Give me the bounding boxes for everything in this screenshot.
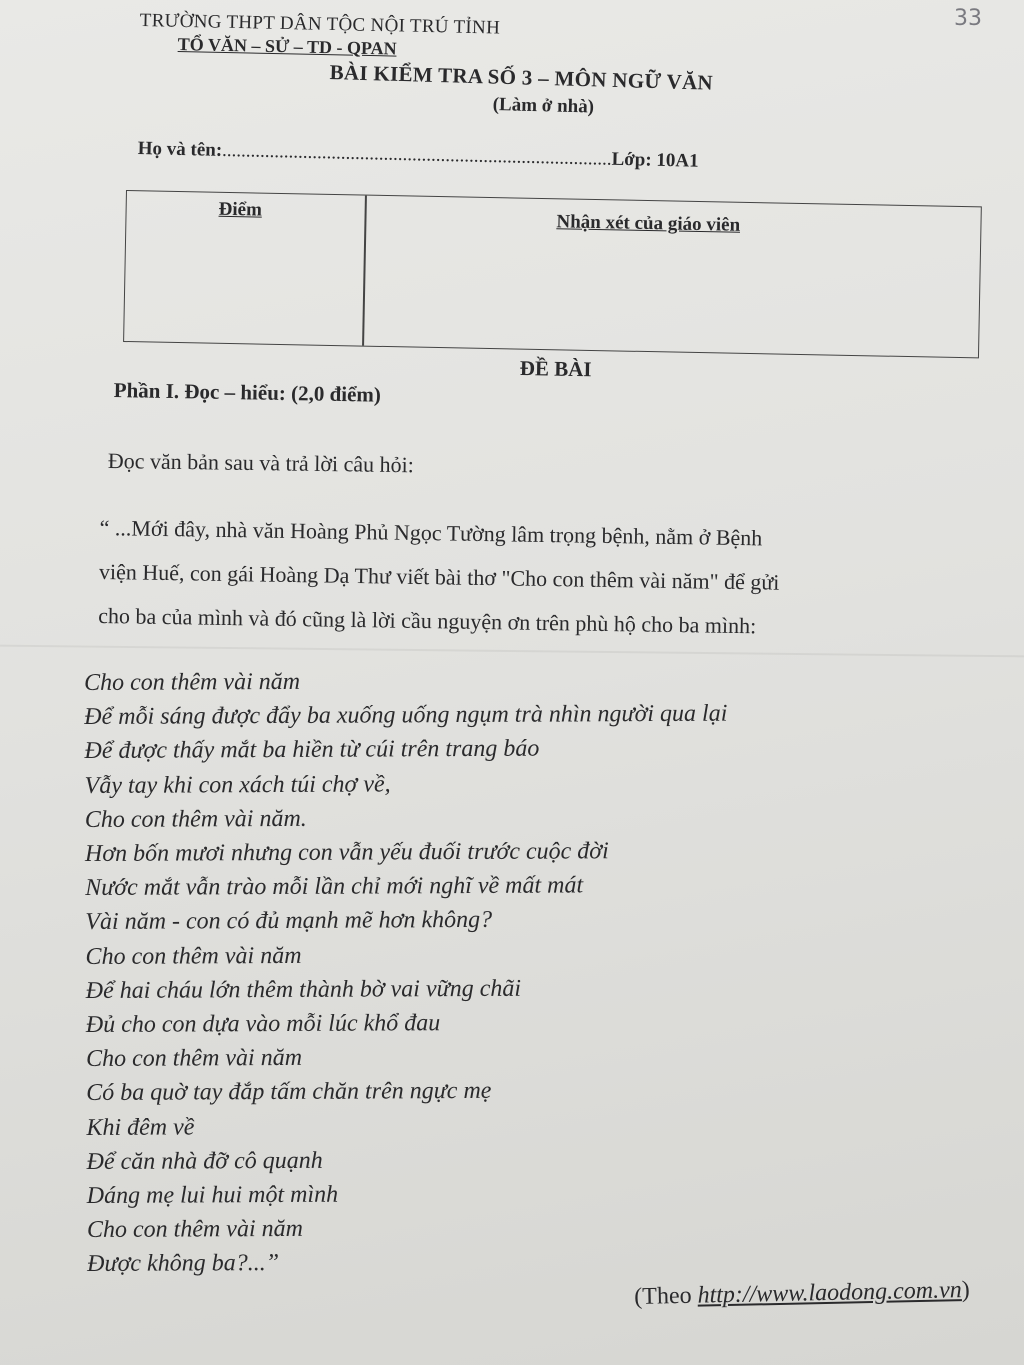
intro-line: cho ba của mình và đó cũng là lời cầu nguyện ơn trên phù hộ cho ba mình: — [98, 602, 757, 639]
intro-line: viện Huế, con gái Hoàng Dạ Thư viết bài thơ "Cho con thêm vài năm" để gửi — [98, 558, 780, 595]
exam-note: (Làm ở nhà) — [492, 94, 595, 118]
poem-line: Hơn bốn mươi nhưng con vẫn yếu đuối trước cuộc đời — [84, 838, 609, 868]
source-citation — [634, 1277, 970, 1311]
poem-line: Để mỗi sáng được đẩy ba xuống uống ngụm trà nhìn người qua lại — [84, 700, 728, 731]
poem-line: Đủ cho con dựa vào mỗi lúc khổ đau — [85, 1010, 441, 1039]
poem-line: Cho con thêm vài năm. — [84, 805, 307, 833]
source-link[interactable]: http://www.laodong.com.vn — [697, 1277, 963, 1309]
poem-line: Vẫy tay khi con xách túi chợ về, — [84, 771, 391, 799]
student-info-row — [138, 138, 699, 173]
poem-line: Để hai cháu lớn thêm thành bờ vai vững chãi — [85, 975, 522, 1004]
poem-line: Để căn nhà đỡ cô quạnh — [86, 1147, 323, 1175]
poem — [84, 663, 730, 1282]
poem-line: Cho con thêm vài năm — [85, 942, 302, 970]
poem-line: Để được thấy mắt ba hiền từ cúi trên trang báo — [84, 736, 540, 765]
class-label: Lớp: — [611, 148, 652, 171]
poem-line: Vài năm - con có đủ mạnh mẽ hơn không? — [85, 907, 493, 936]
school-name: TRƯỜNG THPT DÂN TỘC NỘI TRÚ TỈNH — [139, 10, 501, 39]
name-field[interactable]: .................................................................................. — [221, 139, 612, 170]
score-header: Điểm — [218, 198, 263, 221]
source-prefix: (Theo — [634, 1282, 698, 1310]
source-suffix: ) — [961, 1276, 971, 1304]
poem-line: Cho con thêm vài năm — [85, 1045, 303, 1073]
intro-paragraph — [98, 506, 1000, 652]
poem-line: Dáng mẹ lui hui một mình — [86, 1181, 339, 1210]
class-value: 10A1 — [656, 149, 699, 172]
poem-line: Cho con thêm vài năm — [86, 1216, 303, 1244]
name-label: Họ và tên: — [137, 138, 223, 161]
part1-title: Phần I. Đọc – hiểu: (2,0 điểm) — [113, 378, 382, 407]
exam-title: BÀI KIỂM TRA SỐ 3 – MÔN NGỮ VĂN — [329, 60, 714, 95]
poem-line: Cho con thêm vài năm — [84, 668, 301, 696]
page-number: 33 — [954, 6, 982, 31]
intro-line: “ ...Mới đây, nhà văn Hoàng Phủ Ngọc Tường lâm trọng bệnh, nằm ở Bệnh — [99, 514, 763, 551]
grade-table — [123, 190, 982, 358]
department-name: TỔ VĂN – SỬ – TD - QPAN — [177, 34, 397, 59]
teacher-comment-header: Nhận xét của giáo viên — [556, 211, 741, 236]
poem-line: Khi đêm về — [86, 1114, 195, 1141]
grade-table-divider — [362, 196, 366, 346]
reading-instruction: Đọc văn bản sau và trả lời câu hỏi: — [107, 448, 415, 478]
poem-line: Có ba quờ tay đắp tấm chăn trên ngực mẹ — [86, 1078, 492, 1107]
poem-line: Được không ba?...” — [87, 1250, 280, 1278]
poem-line: Nước mắt vẫn trào mỗi lần chỉ mới nghĩ về mất mát — [85, 872, 584, 902]
exam-heading: ĐỀ BÀI — [519, 356, 592, 382]
